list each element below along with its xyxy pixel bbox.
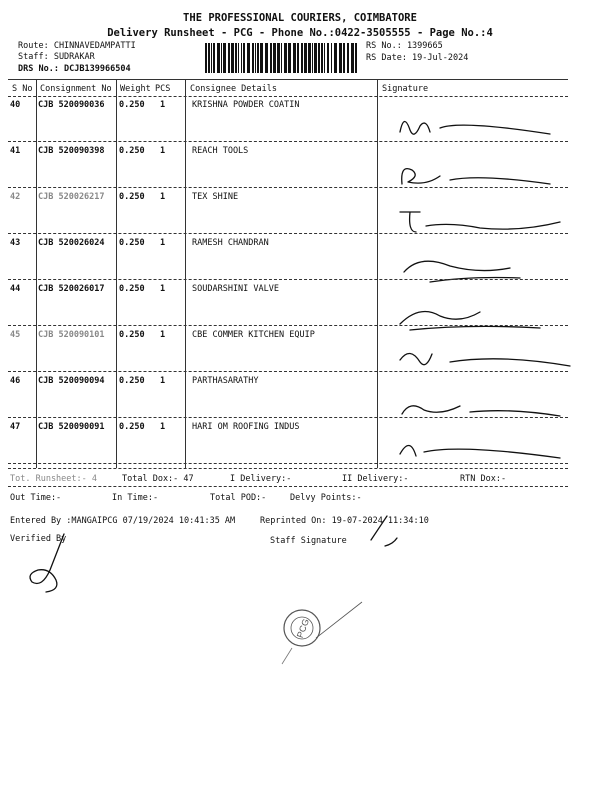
barcode-bar <box>281 43 282 73</box>
delvy-points: Delvy Points:- <box>290 493 362 503</box>
i-delivery: I Delivery:- <box>230 474 292 484</box>
table-top-rule <box>8 79 568 80</box>
barcode-bar <box>308 43 311 73</box>
row-consignment-no: CJB 520090094 <box>38 376 105 386</box>
barcode-bar <box>217 43 220 73</box>
barcode-bar <box>312 43 313 73</box>
rs-date: RS Date: 19-Jul-2024 <box>366 53 469 63</box>
barcode-bar <box>257 43 259 73</box>
drs-number: DRS No.: DCJB139966504 <box>18 64 131 74</box>
barcode-bar <box>231 43 234 73</box>
summary-rule <box>8 486 568 487</box>
barcode-bar <box>205 43 207 73</box>
verifier-signature <box>20 530 80 600</box>
barcode-bar <box>339 43 342 73</box>
row-signature <box>390 432 580 472</box>
verified-by: Verified By <box>10 534 67 544</box>
row-consignment-no: CJB 520090398 <box>38 146 105 156</box>
row-consignee: HARI OM ROOFING INDUS <box>192 422 300 432</box>
staff-signature: Staff Signature <box>270 536 347 546</box>
col-header-consignee: Consignee Details <box>190 84 277 94</box>
col-divider <box>116 80 117 468</box>
row-signature <box>390 340 580 380</box>
col-divider <box>36 80 37 468</box>
barcode-bar <box>270 43 272 73</box>
row-weight: 0.250 <box>119 238 145 248</box>
row-separator <box>8 187 568 188</box>
runsheet-subtitle: Delivery Runsheet - PCG - Phone No.:0422-3505555 - Page No.:4 <box>107 27 493 39</box>
row-sno: 44 <box>10 284 21 294</box>
barcode-bar <box>211 43 212 73</box>
barcode-bar <box>228 43 230 73</box>
col-divider <box>377 80 378 468</box>
reprinted-on: Reprinted On: 19-07-2024 11:34:10 <box>260 516 429 526</box>
rtn-dox: RTN Dox:- <box>460 474 507 484</box>
barcode-bar <box>288 43 291 73</box>
barcode-bar <box>331 43 332 73</box>
row-consignee: SOUDARSHINI VALVE <box>192 284 279 294</box>
col-header-pcs: PCS <box>155 84 171 94</box>
row-sno: 45 <box>10 330 21 340</box>
col-header-consignment: Consignment No <box>40 84 112 94</box>
row-sno: 42 <box>10 192 21 202</box>
row-separator <box>8 463 568 464</box>
row-pcs: 1 <box>160 100 166 110</box>
row-weight: 0.250 <box>119 376 145 386</box>
barcode-bar <box>235 43 237 73</box>
barcode-bar <box>297 43 299 73</box>
tot-runsheet: Tot. Runsheet:- 4 <box>10 474 97 484</box>
barcode-bar <box>334 43 337 73</box>
barcode-bar <box>351 43 354 73</box>
reprint-tick <box>365 512 405 552</box>
barcode-bar <box>314 43 317 73</box>
row-consignee: REACH TOOLS <box>192 146 249 156</box>
barcode-bar <box>301 43 303 73</box>
row-weight: 0.250 <box>119 330 145 340</box>
row-separator <box>8 417 568 418</box>
barcode-bar <box>347 43 349 73</box>
header-bottom-rule <box>8 96 568 97</box>
row-signature <box>390 156 580 196</box>
barcode-bar <box>304 43 307 73</box>
barcode-bar <box>238 43 239 73</box>
barcode-bar <box>247 43 250 73</box>
row-signature <box>390 248 580 288</box>
row-separator <box>8 141 568 142</box>
row-separator <box>8 325 568 326</box>
barcode <box>205 43 360 73</box>
ii-delivery: II Delivery:- <box>342 474 409 484</box>
barcode-bar <box>327 43 329 73</box>
row-weight: 0.250 <box>119 192 145 202</box>
row-sno: 40 <box>10 100 21 110</box>
barcode-bar <box>252 43 254 73</box>
row-consignment-no: CJB 520090036 <box>38 100 105 110</box>
stamp-text: PCG <box>294 617 311 640</box>
barcode-bar <box>243 43 245 73</box>
row-pcs: 1 <box>160 238 166 248</box>
row-consignment-no: CJB 520026024 <box>38 238 105 248</box>
row-consignment-no: CJB 520090091 <box>38 422 105 432</box>
barcode-bar <box>355 43 357 73</box>
barcode-bar <box>241 43 242 73</box>
staff-label: Staff: SUDRAKAR <box>18 52 95 62</box>
row-pcs: 1 <box>160 376 166 386</box>
row-sno: 43 <box>10 238 21 248</box>
row-signature <box>390 386 580 426</box>
row-weight: 0.250 <box>119 146 145 156</box>
barcode-bar <box>293 43 296 73</box>
barcode-bar <box>284 43 287 73</box>
row-consignment-no: CJB 520026217 <box>38 192 105 202</box>
barcode-bar <box>221 43 222 73</box>
row-weight: 0.250 <box>119 422 145 432</box>
barcode-bar <box>223 43 226 73</box>
barcode-bar <box>324 43 325 73</box>
row-consignee: KRISHNA POWDER COATIN <box>192 100 300 110</box>
row-sno: 47 <box>10 422 21 432</box>
total-dox: Total Dox:- 47 <box>122 474 194 484</box>
row-separator <box>8 279 568 280</box>
row-pcs: 1 <box>160 192 166 202</box>
col-header-sno: S No <box>12 84 33 94</box>
row-consignment-no: CJB 520026017 <box>38 284 105 294</box>
barcode-bar <box>208 43 210 73</box>
barcode-bar <box>273 43 276 73</box>
rs-number: RS No.: 1399665 <box>366 41 443 51</box>
barcode-bar <box>318 43 320 73</box>
row-pcs: 1 <box>160 330 166 340</box>
row-pcs: 1 <box>160 422 166 432</box>
total-pod: Total POD:- <box>210 493 267 503</box>
pcg-stamp <box>270 598 370 668</box>
row-pcs: 1 <box>160 146 166 156</box>
row-consignee: RAMESH CHANDRAN <box>192 238 269 248</box>
barcode-bar <box>321 43 323 73</box>
barcode-bar <box>255 43 256 73</box>
route-label: Route: CHINNAVEDAMPATTI <box>18 41 136 51</box>
table-bottom-rule <box>8 468 568 469</box>
out-time: Out Time:- <box>10 493 62 503</box>
row-weight: 0.250 <box>119 100 145 110</box>
barcode-bar <box>265 43 268 73</box>
barcode-bar <box>277 43 280 73</box>
row-weight: 0.250 <box>119 284 145 294</box>
row-signature <box>390 202 580 242</box>
row-consignee: CBE COMMER KITCHEN EQUIP <box>192 330 315 340</box>
row-signature <box>390 110 580 150</box>
in-time: In Time:- <box>112 493 159 503</box>
entered-by: Entered By :MANGAIPCG 07/19/2024 10:41:35 AM <box>10 516 236 526</box>
row-consignee: PARTHASARATHY <box>192 376 259 386</box>
barcode-bar <box>213 43 215 73</box>
barcode-bar <box>343 43 345 73</box>
company-title: THE PROFESSIONAL COURIERS, COIMBATORE <box>183 12 417 24</box>
row-consignment-no: CJB 520090101 <box>38 330 105 340</box>
row-separator <box>8 233 568 234</box>
row-consignee: TEX SHINE <box>192 192 239 202</box>
row-signature <box>390 294 580 334</box>
col-header-signature: Signature <box>382 84 429 94</box>
col-divider <box>185 80 186 468</box>
row-separator <box>8 371 568 372</box>
row-sno: 41 <box>10 146 21 156</box>
col-header-weight: Weight <box>120 84 151 94</box>
row-pcs: 1 <box>160 284 166 294</box>
barcode-bar <box>260 43 263 73</box>
row-sno: 46 <box>10 376 21 386</box>
